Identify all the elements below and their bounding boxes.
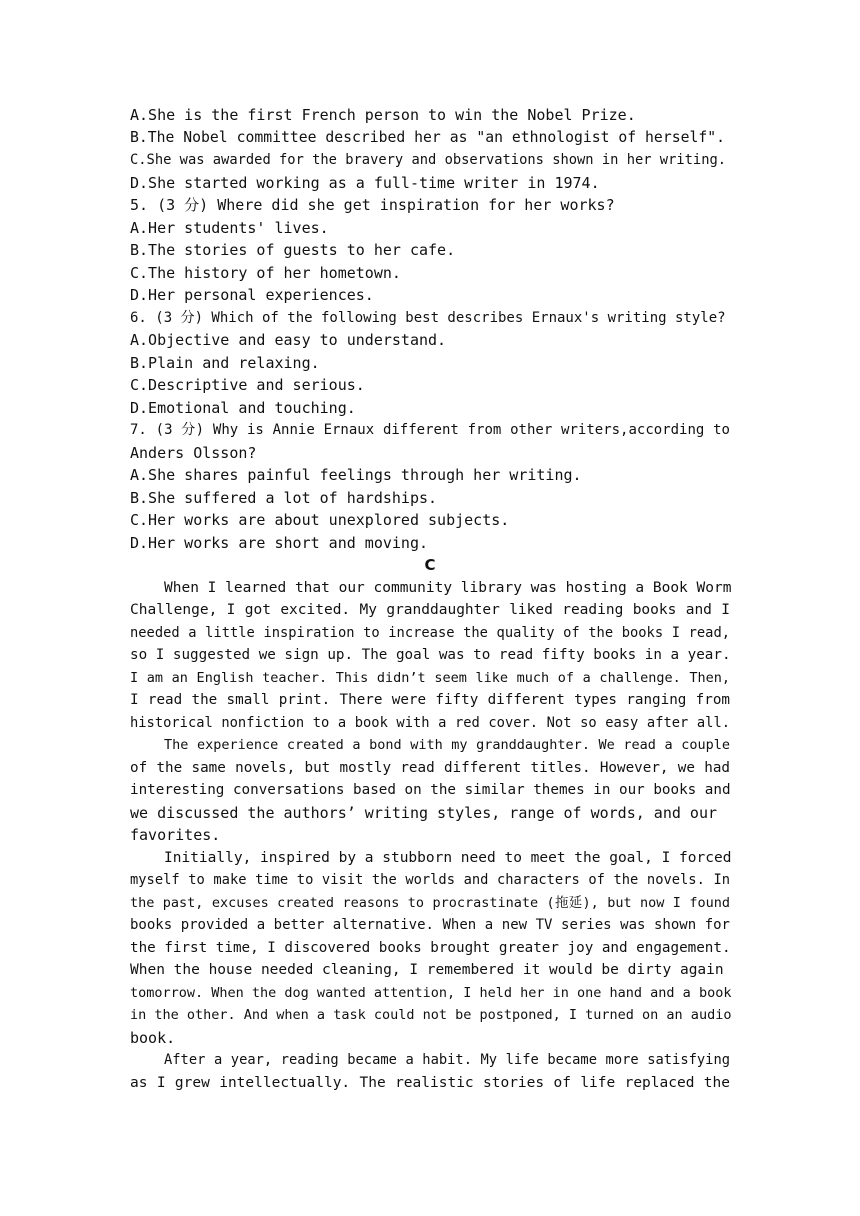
- passage-line: interesting conversations based on the similar themes in our books and: [130, 782, 731, 798]
- option-a: A.Objective and easy to understand.: [130, 331, 447, 349]
- question-stem-line-2: Anders Olsson?: [130, 443, 257, 462]
- option-a: A.Her students' lives.: [130, 218, 329, 237]
- question-6: [130, 307, 730, 420]
- passage-line: the past, excuses created reasons to procrastinate (拖延), but now I found: [130, 894, 730, 911]
- passage-line: myself to make time to visit the worlds and characters of the novels. In: [130, 872, 730, 888]
- passage-line: Challenge, I got excited. My granddaughter liked reading books and I: [130, 602, 730, 618]
- passage-line: books provided a better alternative. When a new TV series was shown for: [130, 917, 730, 933]
- passage-line: Initially, inspired by a stubborn need to meet the goal, I forced: [164, 849, 732, 866]
- passage-line: The experience created a bond with my granddaughter. We read a couple: [164, 737, 730, 753]
- question-stem: 5. (3 分) Where did she get inspiration for her works?: [130, 196, 615, 214]
- option-b: B.The stories of guests to her cafe.: [130, 241, 456, 259]
- passage-line: needed a little inspiration to increase the quality of the books I read,: [130, 624, 730, 641]
- passage-line: tomorrow. When the dog wanted attention, I held her in one hand and a book: [130, 984, 732, 1001]
- option-d: D.Emotional and touching.: [130, 398, 356, 417]
- passage-paragraph-4: [130, 1049, 730, 1094]
- passage-line: When I learned that our community library was hosting a Book Worm: [164, 579, 732, 596]
- passage-line: I read the small print. There were fifty different types ranging from: [130, 692, 730, 708]
- passage-line: in the other. And when a task could not be postponed, I turned on an audio: [130, 1007, 732, 1023]
- question-stem-line-1: 7. (3 分) Why is Annie Ernaux different from other writers,according to: [130, 422, 730, 438]
- passage-paragraph-1: [130, 577, 730, 735]
- passage-paragraph-2: [130, 734, 730, 847]
- passage-line: as I grew intellectually. The realistic stories of life replaced the: [130, 1074, 730, 1091]
- option-c: C.She was awarded for the bravery and observations shown in her writing.: [130, 152, 727, 168]
- option-c: C.Descriptive and serious.: [130, 376, 365, 394]
- section-heading: C: [424, 556, 436, 574]
- passage-paragraph-3: [130, 847, 730, 1050]
- passage-line: so I suggested we sign up. The goal was to read fifty books in a year.: [130, 647, 731, 663]
- option-d: D.She started working as a full-time writer in 1974.: [130, 173, 600, 192]
- option-a: A.She is the first French person to win the Nobel Prize.: [130, 106, 636, 124]
- option-c: C.Her works are about unexplored subjects.: [130, 511, 510, 529]
- option-b: B.Plain and relaxing.: [130, 353, 320, 372]
- option-b: B.The Nobel committee described her as "an ethnologist of herself".: [130, 128, 725, 146]
- option-d: D.Her works are short and moving.: [130, 533, 429, 552]
- option-c: C.The history of her hometown.: [130, 263, 401, 282]
- passage-line: of the same novels, but mostly read different titles. However, we had: [130, 759, 730, 776]
- question-7: [130, 419, 730, 554]
- passage-line: book.: [130, 1028, 176, 1047]
- document-page: [130, 104, 730, 1094]
- question-5: [130, 194, 730, 307]
- option-d: D.Her personal experiences.: [130, 286, 374, 304]
- passage-line: When the house needed cleaning, I remembered it would be dirty again: [130, 962, 724, 978]
- passage-line: After a year, reading became a habit. My life became more satisfying: [164, 1052, 730, 1068]
- option-a: A.She shares painful feelings through her writing.: [130, 466, 582, 484]
- passage-line: I am an English teacher. This didn’t seem like much of a challenge. Then,: [130, 669, 730, 686]
- question-4-options: [130, 104, 730, 194]
- passage-line: we discussed the authors’ writing styles, range of words, and our: [130, 803, 717, 822]
- passage-line: favorites.: [130, 826, 221, 844]
- question-stem: 6. (3 分) Which of the following best describes Ernaux's writing style?: [130, 309, 726, 326]
- option-b: B.She suffered a lot of hardships.: [130, 488, 438, 507]
- passage-line: historical nonfiction to a book with a red cover. Not so easy after all.: [130, 714, 730, 731]
- passage-line: the first time, I discovered books brought greater joy and engagement.: [130, 939, 731, 956]
